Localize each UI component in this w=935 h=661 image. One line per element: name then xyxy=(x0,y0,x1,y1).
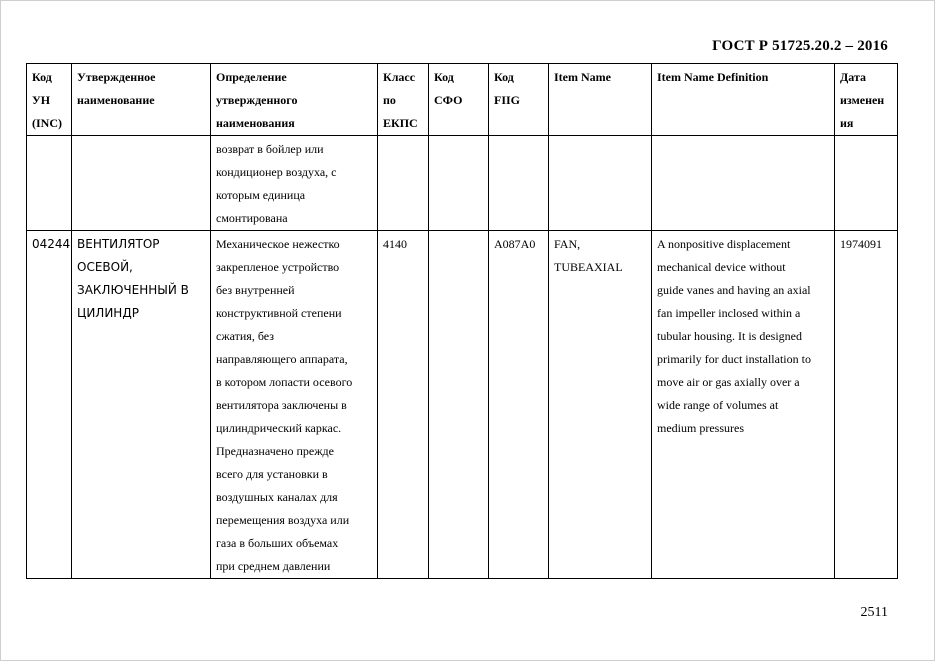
col-header-inc: Код УН (INC) xyxy=(27,64,72,136)
standard-header: ГОСТ Р 51725.20.2 – 2016 xyxy=(712,38,888,54)
cell-approved-name xyxy=(72,136,211,231)
table-header-row xyxy=(27,64,898,136)
cell-sfo xyxy=(429,231,489,579)
cell-class: 4140 xyxy=(378,231,429,579)
table-row xyxy=(27,231,898,579)
cell-fiig xyxy=(489,136,549,231)
page-number: 2511 xyxy=(860,605,888,620)
col-header-fiig: Код FIIG xyxy=(489,64,549,136)
cell-class xyxy=(378,136,429,231)
col-header-approved-name: Утвержденное наименование xyxy=(72,64,211,136)
classification-table xyxy=(26,63,898,579)
col-header-class: Класс по ЕКПС xyxy=(378,64,429,136)
col-header-definition: Определение утвержденного наименования xyxy=(211,64,378,136)
table-row xyxy=(27,136,898,231)
cell-definition: Механическое нежестко закрепленое устройство без внутренней конструктивной степени сжатия, без направляющего аппарата, в котором лопасти осевого вентилятора заключены в цилиндрический каркас. Предназначено прежде всего для установки в воздушных каналах для перемещения воздуха или газа в больших объемах при среднем давлении xyxy=(211,231,378,579)
col-header-item-name-definition: Item Name Definition xyxy=(652,64,835,136)
cell-inc: 04244 xyxy=(27,231,72,579)
cell-item-name: FAN, TUBEAXIAL xyxy=(549,231,652,579)
col-header-item-name: Item Name xyxy=(549,64,652,136)
col-header-sfo: Код СФО xyxy=(429,64,489,136)
cell-sfo xyxy=(429,136,489,231)
cell-change-date xyxy=(835,136,898,231)
col-header-change-date: Дата изменен ия xyxy=(835,64,898,136)
cell-definition: возврат в бойлер или кондиционер воздуха, с которым единица смонтирована xyxy=(211,136,378,231)
cell-inc xyxy=(27,136,72,231)
cell-change-date: 1974091 xyxy=(835,231,898,579)
cell-item-name xyxy=(549,136,652,231)
cell-item-name-definition xyxy=(652,136,835,231)
cell-approved-name: ВЕНТИЛЯТОР ОСЕВОЙ, ЗАКЛЮЧЕННЫЙ В ЦИЛИНДР xyxy=(72,231,211,579)
cell-fiig: A087A0 xyxy=(489,231,549,579)
cell-item-name-definition: A nonpositive displacement mechanical device without guide vanes and having an axial fan impeller inclosed within a tubular housing. It is designed primarily for duct installation to move air or gas axially over a wide range of volumes at medium pressures xyxy=(652,231,835,579)
